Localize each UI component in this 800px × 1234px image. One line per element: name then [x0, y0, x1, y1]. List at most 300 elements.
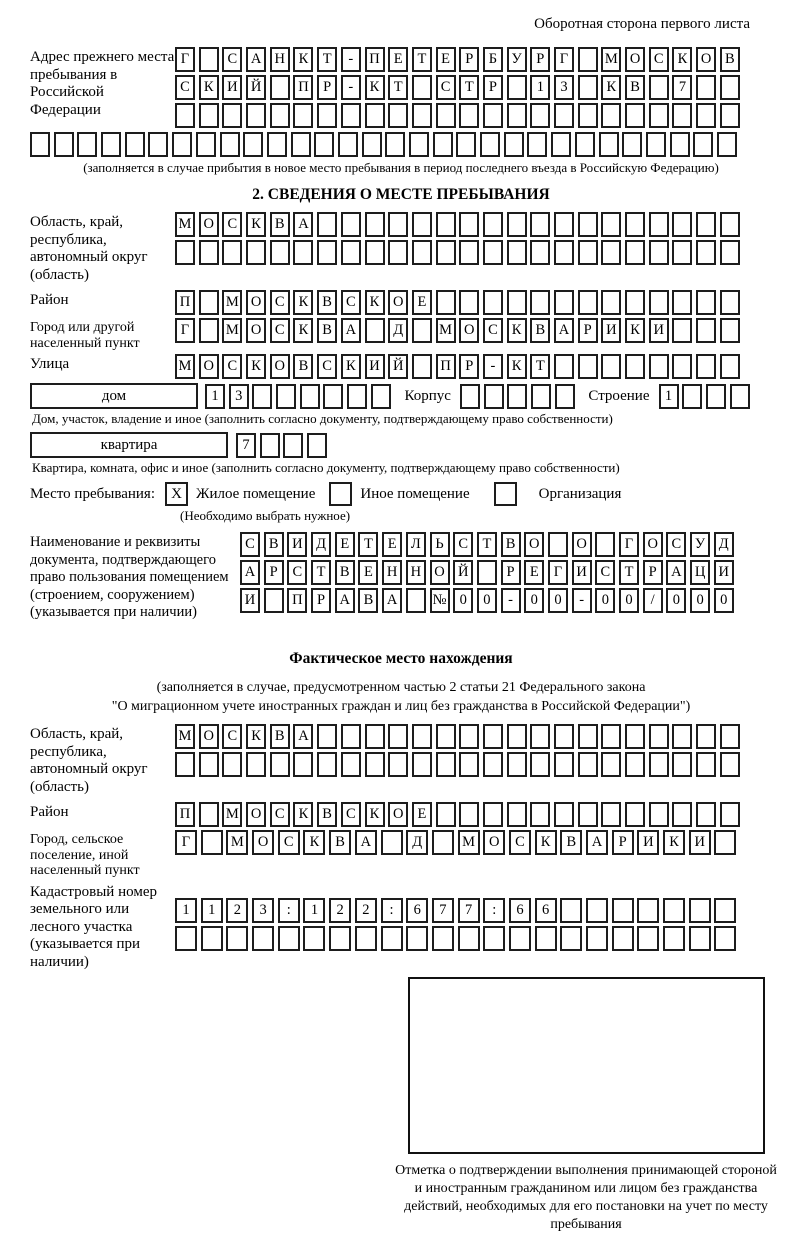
char-cell[interactable]: М: [222, 290, 242, 315]
char-cell[interactable]: А: [240, 560, 260, 585]
char-cell[interactable]: [649, 212, 669, 237]
char-cell[interactable]: 1: [201, 898, 223, 923]
char-cell[interactable]: [459, 290, 479, 315]
char-cell[interactable]: [682, 384, 702, 409]
char-cell[interactable]: [459, 724, 479, 749]
char-cell[interactable]: [637, 898, 659, 923]
char-cell[interactable]: О: [246, 290, 266, 315]
char-cell[interactable]: [672, 802, 692, 827]
char-cell[interactable]: С: [222, 212, 242, 237]
char-cell[interactable]: [483, 802, 503, 827]
char-cell[interactable]: А: [335, 588, 355, 613]
char-cell[interactable]: Й: [453, 560, 473, 585]
char-cell[interactable]: [276, 384, 296, 409]
char-cell[interactable]: [270, 240, 290, 265]
char-cell[interactable]: В: [270, 724, 290, 749]
char-cell[interactable]: [548, 532, 568, 557]
checkbox-organization[interactable]: [494, 482, 517, 506]
char-cell[interactable]: [459, 212, 479, 237]
char-cell[interactable]: П: [175, 290, 195, 315]
char-cell[interactable]: О: [696, 47, 716, 72]
char-cell[interactable]: 6: [535, 898, 557, 923]
char-cell[interactable]: 1: [303, 898, 325, 923]
char-cell[interactable]: В: [560, 830, 582, 855]
char-cell[interactable]: [381, 926, 403, 951]
char-cell[interactable]: [270, 75, 290, 100]
char-cell[interactable]: [586, 898, 608, 923]
char-cell[interactable]: [730, 384, 750, 409]
char-cell[interactable]: №: [430, 588, 450, 613]
char-cell[interactable]: [199, 47, 219, 72]
char-cell[interactable]: И: [365, 354, 385, 379]
char-cell[interactable]: [531, 384, 551, 409]
char-cell[interactable]: [625, 240, 645, 265]
char-cell[interactable]: Д: [311, 532, 331, 557]
char-cell[interactable]: [484, 384, 504, 409]
char-cell[interactable]: [507, 724, 527, 749]
char-cell[interactable]: [412, 212, 432, 237]
char-cell[interactable]: Е: [412, 290, 432, 315]
char-cell[interactable]: [381, 830, 403, 855]
char-cell[interactable]: -: [341, 75, 361, 100]
char-cell[interactable]: О: [246, 318, 266, 343]
char-cell[interactable]: [338, 132, 358, 157]
char-cell[interactable]: Ц: [690, 560, 710, 585]
char-cell[interactable]: К: [293, 47, 313, 72]
char-cell[interactable]: [267, 132, 287, 157]
char-cell[interactable]: С: [483, 318, 503, 343]
char-cell[interactable]: [720, 212, 740, 237]
char-cell[interactable]: [201, 926, 223, 951]
char-cell[interactable]: [278, 926, 300, 951]
char-cell[interactable]: [601, 290, 621, 315]
char-cell[interactable]: [317, 212, 337, 237]
char-cell[interactable]: А: [246, 47, 266, 72]
char-cell[interactable]: [433, 132, 453, 157]
char-cell[interactable]: [175, 240, 195, 265]
char-cell[interactable]: [199, 103, 219, 128]
char-cell[interactable]: Р: [530, 47, 550, 72]
char-cell[interactable]: С: [341, 802, 361, 827]
char-cell[interactable]: [355, 926, 377, 951]
char-cell[interactable]: [663, 898, 685, 923]
char-cell[interactable]: А: [341, 318, 361, 343]
char-cell[interactable]: [317, 752, 337, 777]
char-cell[interactable]: [385, 132, 405, 157]
char-cell[interactable]: К: [246, 724, 266, 749]
char-cell[interactable]: Т: [317, 47, 337, 72]
char-cell[interactable]: [264, 588, 284, 613]
char-cell[interactable]: К: [507, 318, 527, 343]
char-cell[interactable]: К: [663, 830, 685, 855]
char-cell[interactable]: [459, 103, 479, 128]
char-cell[interactable]: [483, 240, 503, 265]
char-cell[interactable]: [175, 103, 195, 128]
char-cell[interactable]: [530, 240, 550, 265]
char-cell[interactable]: [530, 802, 550, 827]
char-cell[interactable]: 1: [175, 898, 197, 923]
char-cell[interactable]: 2: [329, 898, 351, 923]
char-cell[interactable]: [720, 240, 740, 265]
char-cell[interactable]: В: [270, 212, 290, 237]
char-cell[interactable]: В: [317, 290, 337, 315]
char-cell[interactable]: [246, 752, 266, 777]
char-cell[interactable]: [578, 354, 598, 379]
char-cell[interactable]: Р: [483, 75, 503, 100]
char-cell[interactable]: Е: [412, 802, 432, 827]
char-cell[interactable]: [586, 926, 608, 951]
char-cell[interactable]: [575, 132, 595, 157]
char-cell[interactable]: У: [507, 47, 527, 72]
char-cell[interactable]: О: [643, 532, 663, 557]
char-cell[interactable]: [199, 318, 219, 343]
char-cell[interactable]: [689, 926, 711, 951]
char-cell[interactable]: [530, 103, 550, 128]
char-cell[interactable]: [720, 290, 740, 315]
char-cell[interactable]: [649, 103, 669, 128]
char-cell[interactable]: О: [524, 532, 544, 557]
char-cell[interactable]: :: [278, 898, 300, 923]
char-cell[interactable]: О: [246, 802, 266, 827]
char-cell[interactable]: И: [601, 318, 621, 343]
char-cell[interactable]: М: [601, 47, 621, 72]
char-cell[interactable]: С: [509, 830, 531, 855]
char-cell[interactable]: [560, 926, 582, 951]
char-cell[interactable]: [436, 240, 456, 265]
char-cell[interactable]: В: [530, 318, 550, 343]
char-cell[interactable]: О: [430, 560, 450, 585]
char-cell[interactable]: :: [381, 898, 403, 923]
char-cell[interactable]: М: [226, 830, 248, 855]
char-cell[interactable]: [527, 132, 547, 157]
char-cell[interactable]: С: [270, 802, 290, 827]
char-cell[interactable]: [595, 532, 615, 557]
char-cell[interactable]: [125, 132, 145, 157]
char-cell[interactable]: [554, 103, 574, 128]
char-cell[interactable]: 2: [355, 898, 377, 923]
char-cell[interactable]: [696, 290, 716, 315]
char-cell[interactable]: [436, 724, 456, 749]
char-cell[interactable]: [365, 240, 385, 265]
char-cell[interactable]: [601, 103, 621, 128]
char-cell[interactable]: -: [483, 354, 503, 379]
char-cell[interactable]: [175, 926, 197, 951]
char-cell[interactable]: Т: [477, 532, 497, 557]
char-cell[interactable]: [300, 384, 320, 409]
char-cell[interactable]: О: [252, 830, 274, 855]
char-cell[interactable]: [483, 752, 503, 777]
char-cell[interactable]: 0: [690, 588, 710, 613]
char-cell[interactable]: [554, 752, 574, 777]
char-cell[interactable]: [341, 212, 361, 237]
char-cell[interactable]: М: [175, 212, 195, 237]
char-cell[interactable]: 0: [595, 588, 615, 613]
char-cell[interactable]: [341, 752, 361, 777]
char-cell[interactable]: [578, 75, 598, 100]
char-cell[interactable]: 7: [432, 898, 454, 923]
char-cell[interactable]: [601, 212, 621, 237]
char-cell[interactable]: М: [222, 802, 242, 827]
char-cell[interactable]: [362, 132, 382, 157]
char-cell[interactable]: М: [175, 724, 195, 749]
char-cell[interactable]: [649, 75, 669, 100]
char-cell[interactable]: [283, 433, 303, 458]
char-cell[interactable]: Е: [358, 560, 378, 585]
char-cell[interactable]: [672, 103, 692, 128]
char-cell[interactable]: [507, 75, 527, 100]
char-cell[interactable]: Д: [714, 532, 734, 557]
char-cell[interactable]: [270, 103, 290, 128]
char-cell[interactable]: [54, 132, 74, 157]
char-cell[interactable]: [388, 103, 408, 128]
char-cell[interactable]: [246, 240, 266, 265]
char-cell[interactable]: С: [666, 532, 686, 557]
char-cell[interactable]: С: [222, 354, 242, 379]
char-cell[interactable]: [554, 354, 574, 379]
char-cell[interactable]: В: [335, 560, 355, 585]
char-cell[interactable]: [246, 103, 266, 128]
char-cell[interactable]: [720, 354, 740, 379]
char-cell[interactable]: Т: [388, 75, 408, 100]
char-cell[interactable]: В: [317, 802, 337, 827]
char-cell[interactable]: 0: [477, 588, 497, 613]
char-cell[interactable]: А: [293, 212, 313, 237]
char-cell[interactable]: [436, 802, 456, 827]
char-cell[interactable]: Н: [406, 560, 426, 585]
char-cell[interactable]: [696, 752, 716, 777]
char-cell[interactable]: [551, 132, 571, 157]
char-cell[interactable]: [696, 240, 716, 265]
char-cell[interactable]: [578, 290, 598, 315]
char-cell[interactable]: [412, 752, 432, 777]
char-cell[interactable]: М: [175, 354, 195, 379]
char-cell[interactable]: [483, 212, 503, 237]
char-cell[interactable]: [436, 103, 456, 128]
char-cell[interactable]: [612, 926, 634, 951]
char-cell[interactable]: [412, 354, 432, 379]
char-cell[interactable]: 2: [226, 898, 248, 923]
char-cell[interactable]: П: [293, 75, 313, 100]
char-cell[interactable]: М: [436, 318, 456, 343]
char-cell[interactable]: [460, 384, 480, 409]
char-cell[interactable]: [507, 384, 527, 409]
char-cell[interactable]: [365, 212, 385, 237]
char-cell[interactable]: [199, 290, 219, 315]
char-cell[interactable]: [432, 830, 454, 855]
char-cell[interactable]: Р: [501, 560, 521, 585]
char-cell[interactable]: [201, 830, 223, 855]
char-cell[interactable]: [252, 384, 272, 409]
char-cell[interactable]: В: [501, 532, 521, 557]
char-cell[interactable]: [578, 240, 598, 265]
char-cell[interactable]: [317, 103, 337, 128]
char-cell[interactable]: [554, 212, 574, 237]
char-cell[interactable]: Т: [358, 532, 378, 557]
char-cell[interactable]: [365, 318, 385, 343]
char-cell[interactable]: [720, 318, 740, 343]
char-cell[interactable]: И: [240, 588, 260, 613]
char-cell[interactable]: [458, 926, 480, 951]
char-cell[interactable]: Н: [382, 560, 402, 585]
char-cell[interactable]: 7: [458, 898, 480, 923]
char-cell[interactable]: [720, 802, 740, 827]
char-cell[interactable]: [409, 132, 429, 157]
char-cell[interactable]: К: [672, 47, 692, 72]
char-cell[interactable]: В: [625, 75, 645, 100]
char-cell[interactable]: Р: [264, 560, 284, 585]
char-cell[interactable]: С: [278, 830, 300, 855]
char-cell[interactable]: Р: [459, 47, 479, 72]
char-cell[interactable]: [293, 752, 313, 777]
char-cell[interactable]: 3: [554, 75, 574, 100]
char-cell[interactable]: Д: [406, 830, 428, 855]
char-cell[interactable]: К: [601, 75, 621, 100]
char-cell[interactable]: [483, 103, 503, 128]
char-cell[interactable]: П: [287, 588, 307, 613]
char-cell[interactable]: [459, 752, 479, 777]
char-cell[interactable]: [622, 132, 642, 157]
char-cell[interactable]: Р: [578, 318, 598, 343]
char-cell[interactable]: Т: [530, 354, 550, 379]
char-cell[interactable]: С: [436, 75, 456, 100]
char-cell[interactable]: А: [554, 318, 574, 343]
char-cell[interactable]: [578, 47, 598, 72]
char-cell[interactable]: [649, 752, 669, 777]
char-cell[interactable]: [672, 318, 692, 343]
char-cell[interactable]: О: [270, 354, 290, 379]
char-cell[interactable]: [388, 724, 408, 749]
char-cell[interactable]: [243, 132, 263, 157]
char-cell[interactable]: [365, 103, 385, 128]
char-cell[interactable]: И: [689, 830, 711, 855]
char-cell[interactable]: К: [246, 354, 266, 379]
char-cell[interactable]: Е: [335, 532, 355, 557]
char-cell[interactable]: П: [436, 354, 456, 379]
char-cell[interactable]: И: [649, 318, 669, 343]
char-cell[interactable]: [175, 752, 195, 777]
char-cell[interactable]: [578, 103, 598, 128]
char-cell[interactable]: [696, 75, 716, 100]
char-cell[interactable]: 1: [659, 384, 679, 409]
char-cell[interactable]: А: [293, 724, 313, 749]
char-cell[interactable]: [412, 103, 432, 128]
char-cell[interactable]: [672, 724, 692, 749]
char-cell[interactable]: 0: [548, 588, 568, 613]
char-cell[interactable]: [625, 724, 645, 749]
char-cell[interactable]: [341, 240, 361, 265]
char-cell[interactable]: [30, 132, 50, 157]
char-cell[interactable]: [365, 724, 385, 749]
char-cell[interactable]: П: [365, 47, 385, 72]
char-cell[interactable]: [720, 103, 740, 128]
char-cell[interactable]: [365, 752, 385, 777]
char-cell[interactable]: [406, 588, 426, 613]
char-cell[interactable]: О: [572, 532, 592, 557]
checkbox-residential[interactable]: X: [165, 482, 188, 506]
char-cell[interactable]: Т: [412, 47, 432, 72]
char-cell[interactable]: [222, 240, 242, 265]
char-cell[interactable]: [226, 926, 248, 951]
char-cell[interactable]: [172, 132, 192, 157]
char-cell[interactable]: К: [365, 75, 385, 100]
char-cell[interactable]: [535, 926, 557, 951]
char-cell[interactable]: 0: [453, 588, 473, 613]
char-cell[interactable]: [601, 354, 621, 379]
char-cell[interactable]: [412, 75, 432, 100]
char-cell[interactable]: 0: [714, 588, 734, 613]
checkbox-other-premises[interactable]: [329, 482, 352, 506]
char-cell[interactable]: [672, 354, 692, 379]
char-cell[interactable]: И: [714, 560, 734, 585]
char-cell[interactable]: А: [586, 830, 608, 855]
char-cell[interactable]: [530, 290, 550, 315]
char-cell[interactable]: К: [293, 802, 313, 827]
char-cell[interactable]: 6: [406, 898, 428, 923]
char-cell[interactable]: [303, 926, 325, 951]
char-cell[interactable]: [507, 802, 527, 827]
char-cell[interactable]: [507, 240, 527, 265]
char-cell[interactable]: И: [572, 560, 592, 585]
char-cell[interactable]: Е: [436, 47, 456, 72]
char-cell[interactable]: [507, 290, 527, 315]
char-cell[interactable]: Г: [175, 47, 195, 72]
char-cell[interactable]: В: [293, 354, 313, 379]
char-cell[interactable]: [307, 433, 327, 458]
char-cell[interactable]: [220, 132, 240, 157]
char-cell[interactable]: [637, 926, 659, 951]
char-cell[interactable]: Б: [483, 47, 503, 72]
char-cell[interactable]: [714, 898, 736, 923]
char-cell[interactable]: 0: [524, 588, 544, 613]
char-cell[interactable]: В: [720, 47, 740, 72]
char-cell[interactable]: [649, 724, 669, 749]
char-cell[interactable]: [696, 724, 716, 749]
char-cell[interactable]: О: [625, 47, 645, 72]
char-cell[interactable]: С: [222, 47, 242, 72]
char-cell[interactable]: [436, 212, 456, 237]
char-cell[interactable]: -: [501, 588, 521, 613]
char-cell[interactable]: [432, 926, 454, 951]
char-cell[interactable]: [649, 240, 669, 265]
char-cell[interactable]: С: [341, 290, 361, 315]
char-cell[interactable]: [314, 132, 334, 157]
char-cell[interactable]: П: [175, 802, 195, 827]
char-cell[interactable]: [554, 240, 574, 265]
char-cell[interactable]: И: [222, 75, 242, 100]
char-cell[interactable]: [406, 926, 428, 951]
char-cell[interactable]: [270, 752, 290, 777]
char-cell[interactable]: Л: [406, 532, 426, 557]
char-cell[interactable]: [696, 802, 716, 827]
char-cell[interactable]: :: [483, 898, 505, 923]
char-cell[interactable]: [148, 132, 168, 157]
char-cell[interactable]: [317, 240, 337, 265]
char-cell[interactable]: 1: [205, 384, 225, 409]
char-cell[interactable]: [696, 212, 716, 237]
char-cell[interactable]: [670, 132, 690, 157]
char-cell[interactable]: [625, 354, 645, 379]
char-cell[interactable]: 1: [530, 75, 550, 100]
char-cell[interactable]: О: [483, 830, 505, 855]
char-cell[interactable]: [560, 898, 582, 923]
char-cell[interactable]: [509, 926, 531, 951]
char-cell[interactable]: 6: [509, 898, 531, 923]
char-cell[interactable]: 0: [619, 588, 639, 613]
char-cell[interactable]: [77, 132, 97, 157]
char-cell[interactable]: [323, 384, 343, 409]
char-cell[interactable]: Т: [619, 560, 639, 585]
char-cell[interactable]: [388, 240, 408, 265]
